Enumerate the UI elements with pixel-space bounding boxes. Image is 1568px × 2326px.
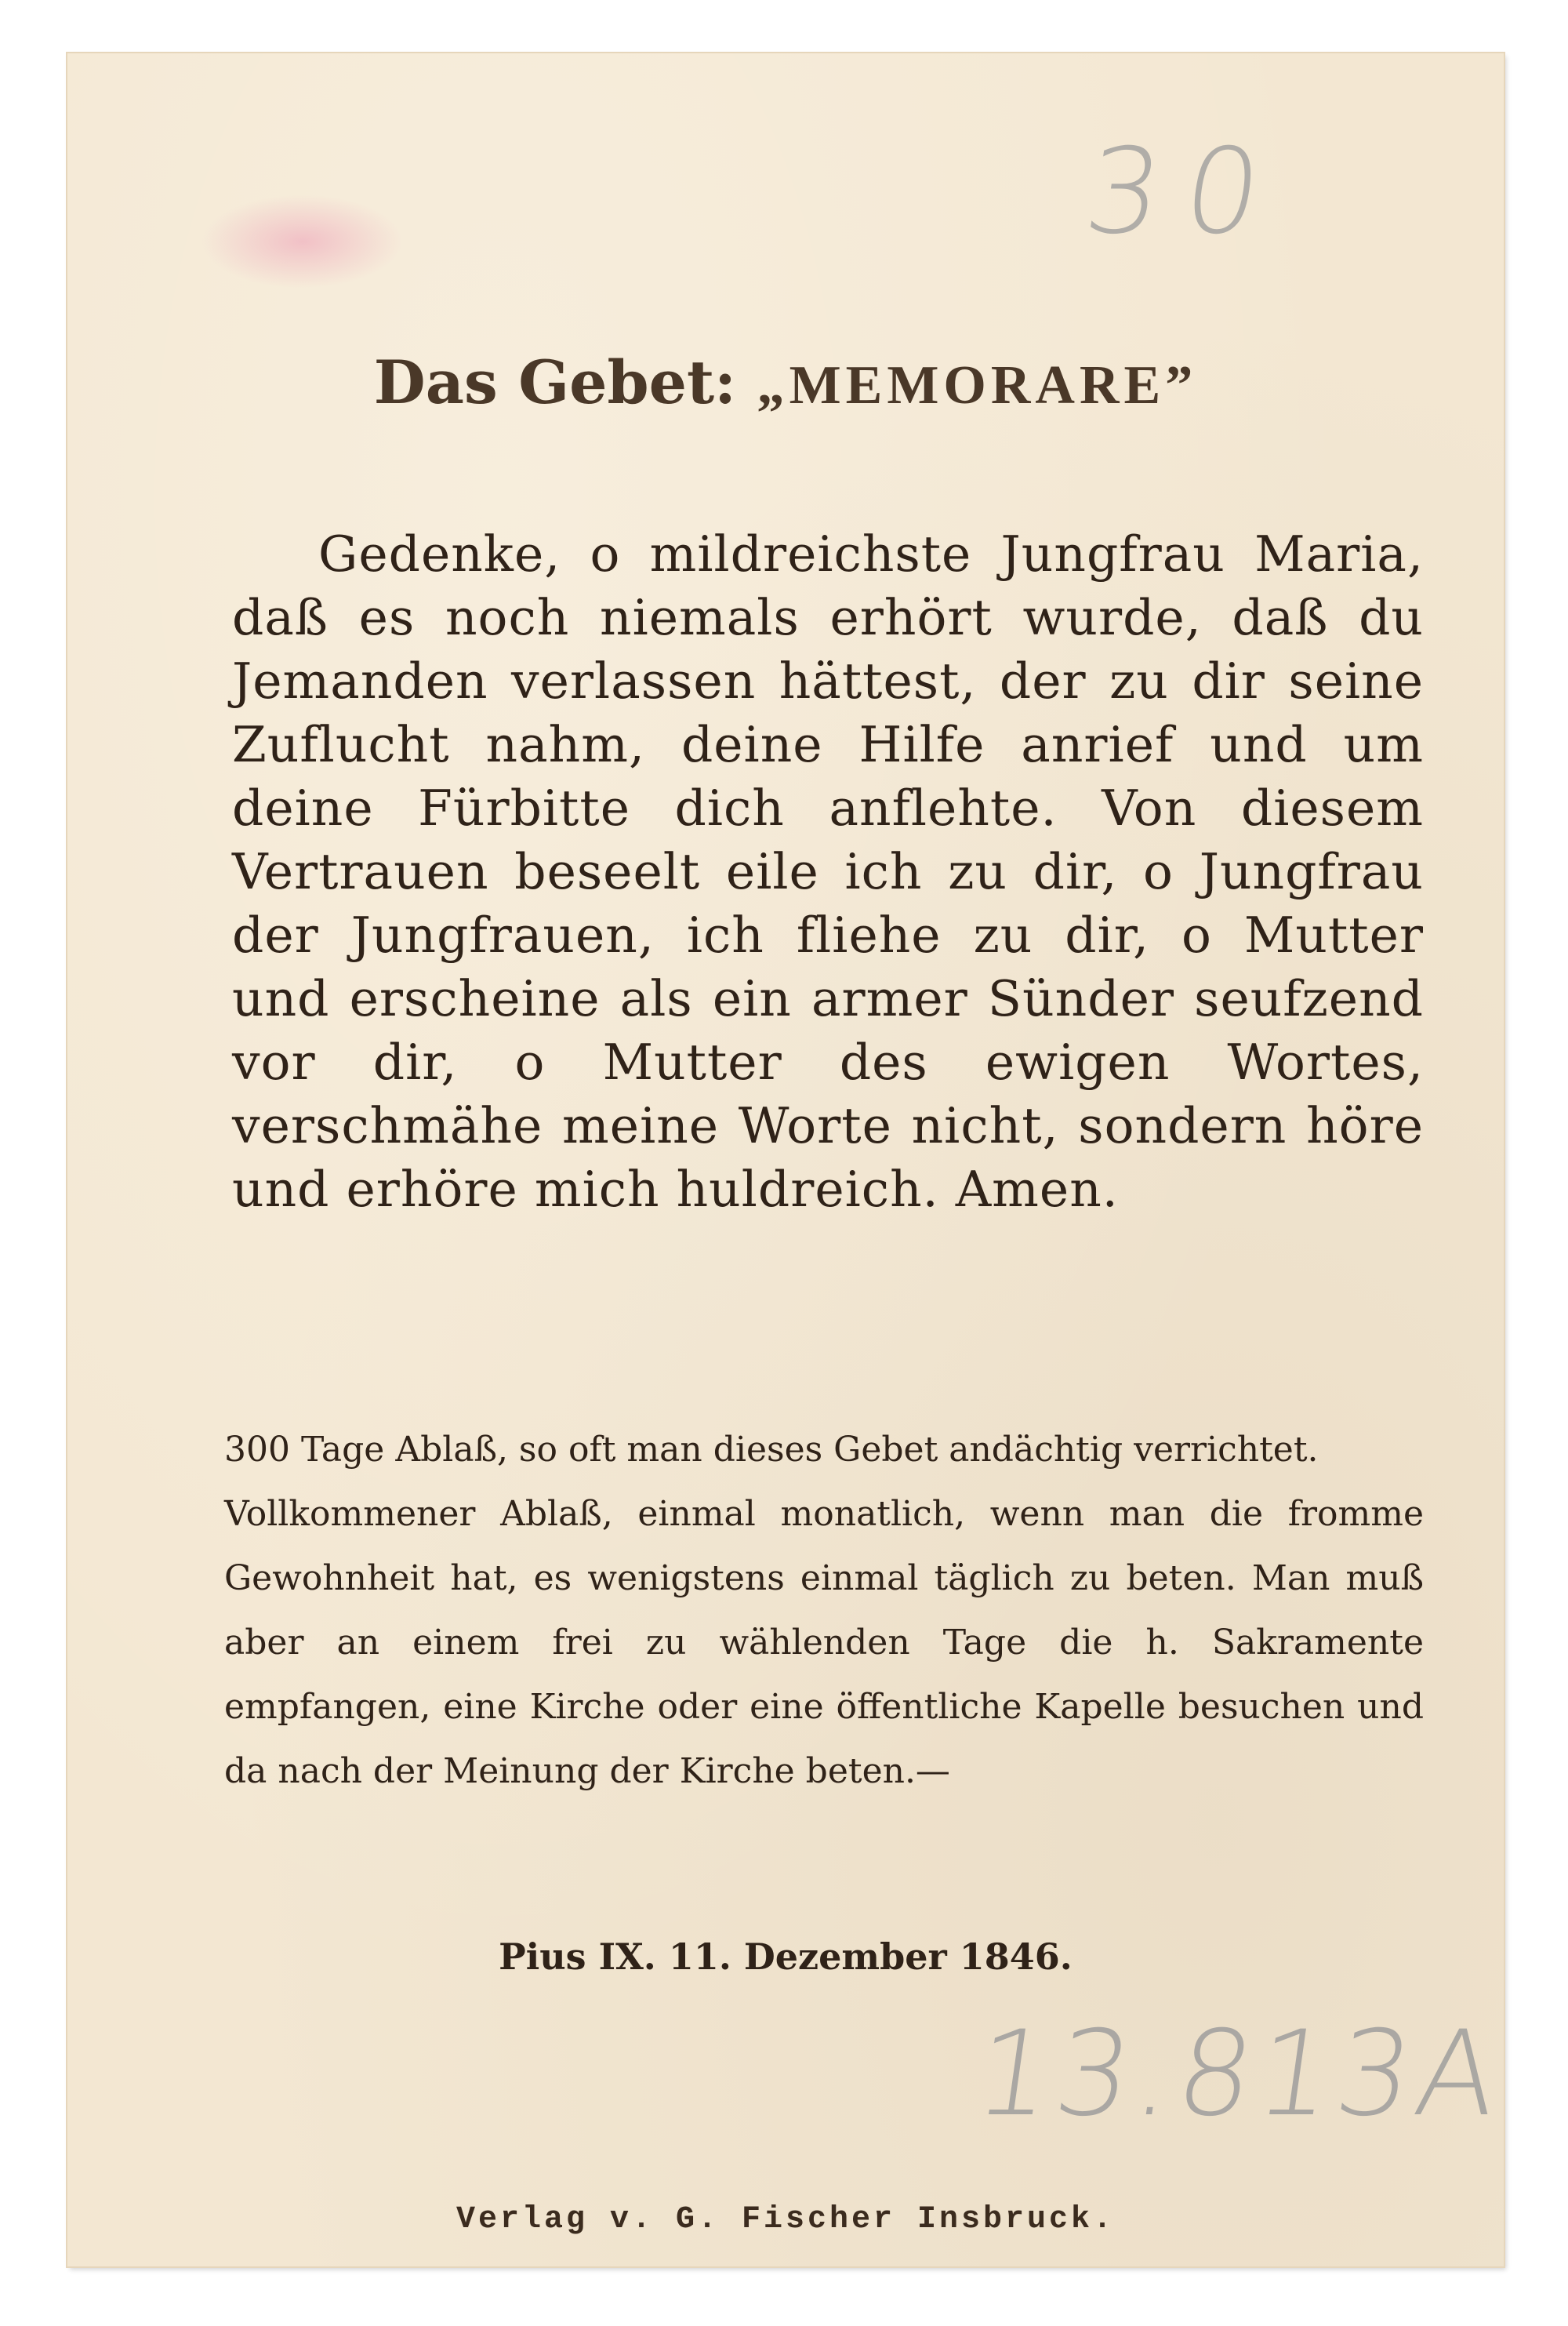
indulgence-paragraph-2: Vollkommener Ablaß, einmal monatlich, wenn man die fromme Gewohnheit hat, es wenigstens einmal täglich zu beten. Man muß aber an einem frei zu wählenden Tage die h. Sakramente empfangen, eine Kirche oder eine öffentliche Kapelle besuchen und da nach der Meinung der Kirche beten.— [224, 1494, 1424, 1791]
title-german: Das Gebet: [373, 347, 757, 417]
indulgence-paragraph-1: 300 Tage Ablaß, so oft man dieses Gebet andächtig verrichtet. [224, 1430, 1319, 1470]
title-latin: „MEMORARE” [757, 355, 1198, 416]
prayer-card [67, 53, 1512, 2266]
indulgence-notes [224, 1418, 1424, 1804]
handwritten-top-number: 30 [1076, 124, 1294, 260]
papal-signature: Pius IX. 11. Dezember 1846. [499, 1935, 1073, 1978]
pink-stain [201, 194, 405, 289]
memorare-prayer-text: Gedenke, o mildreichste Jungfrau Maria, daß es noch niemals erhört wurde, daß du Jemanden verlassen hättest, der zu dir seine Zuflucht nahm, deine Hilfe anrief und um deine Fürbitte dich anflehte. Von diesem Vertrauen beseelt eile ich zu dir, o Jungfrau der Jungfrauen, ich fliehe zu dir, o Mutter und erscheine als ein armer Sünder seufzend vor dir, o Mutter des ewigen Wortes, verschmähe meine Worte nicht, sondern höre und erhöre mich huldreich. Amen. [232, 525, 1424, 1218]
publisher-line: Verlag v. G. Fischer Insbruck. [456, 2202, 1116, 2237]
card-title [67, 347, 1504, 417]
handwritten-bottom-number: 13.813A [967, 2006, 1512, 2142]
